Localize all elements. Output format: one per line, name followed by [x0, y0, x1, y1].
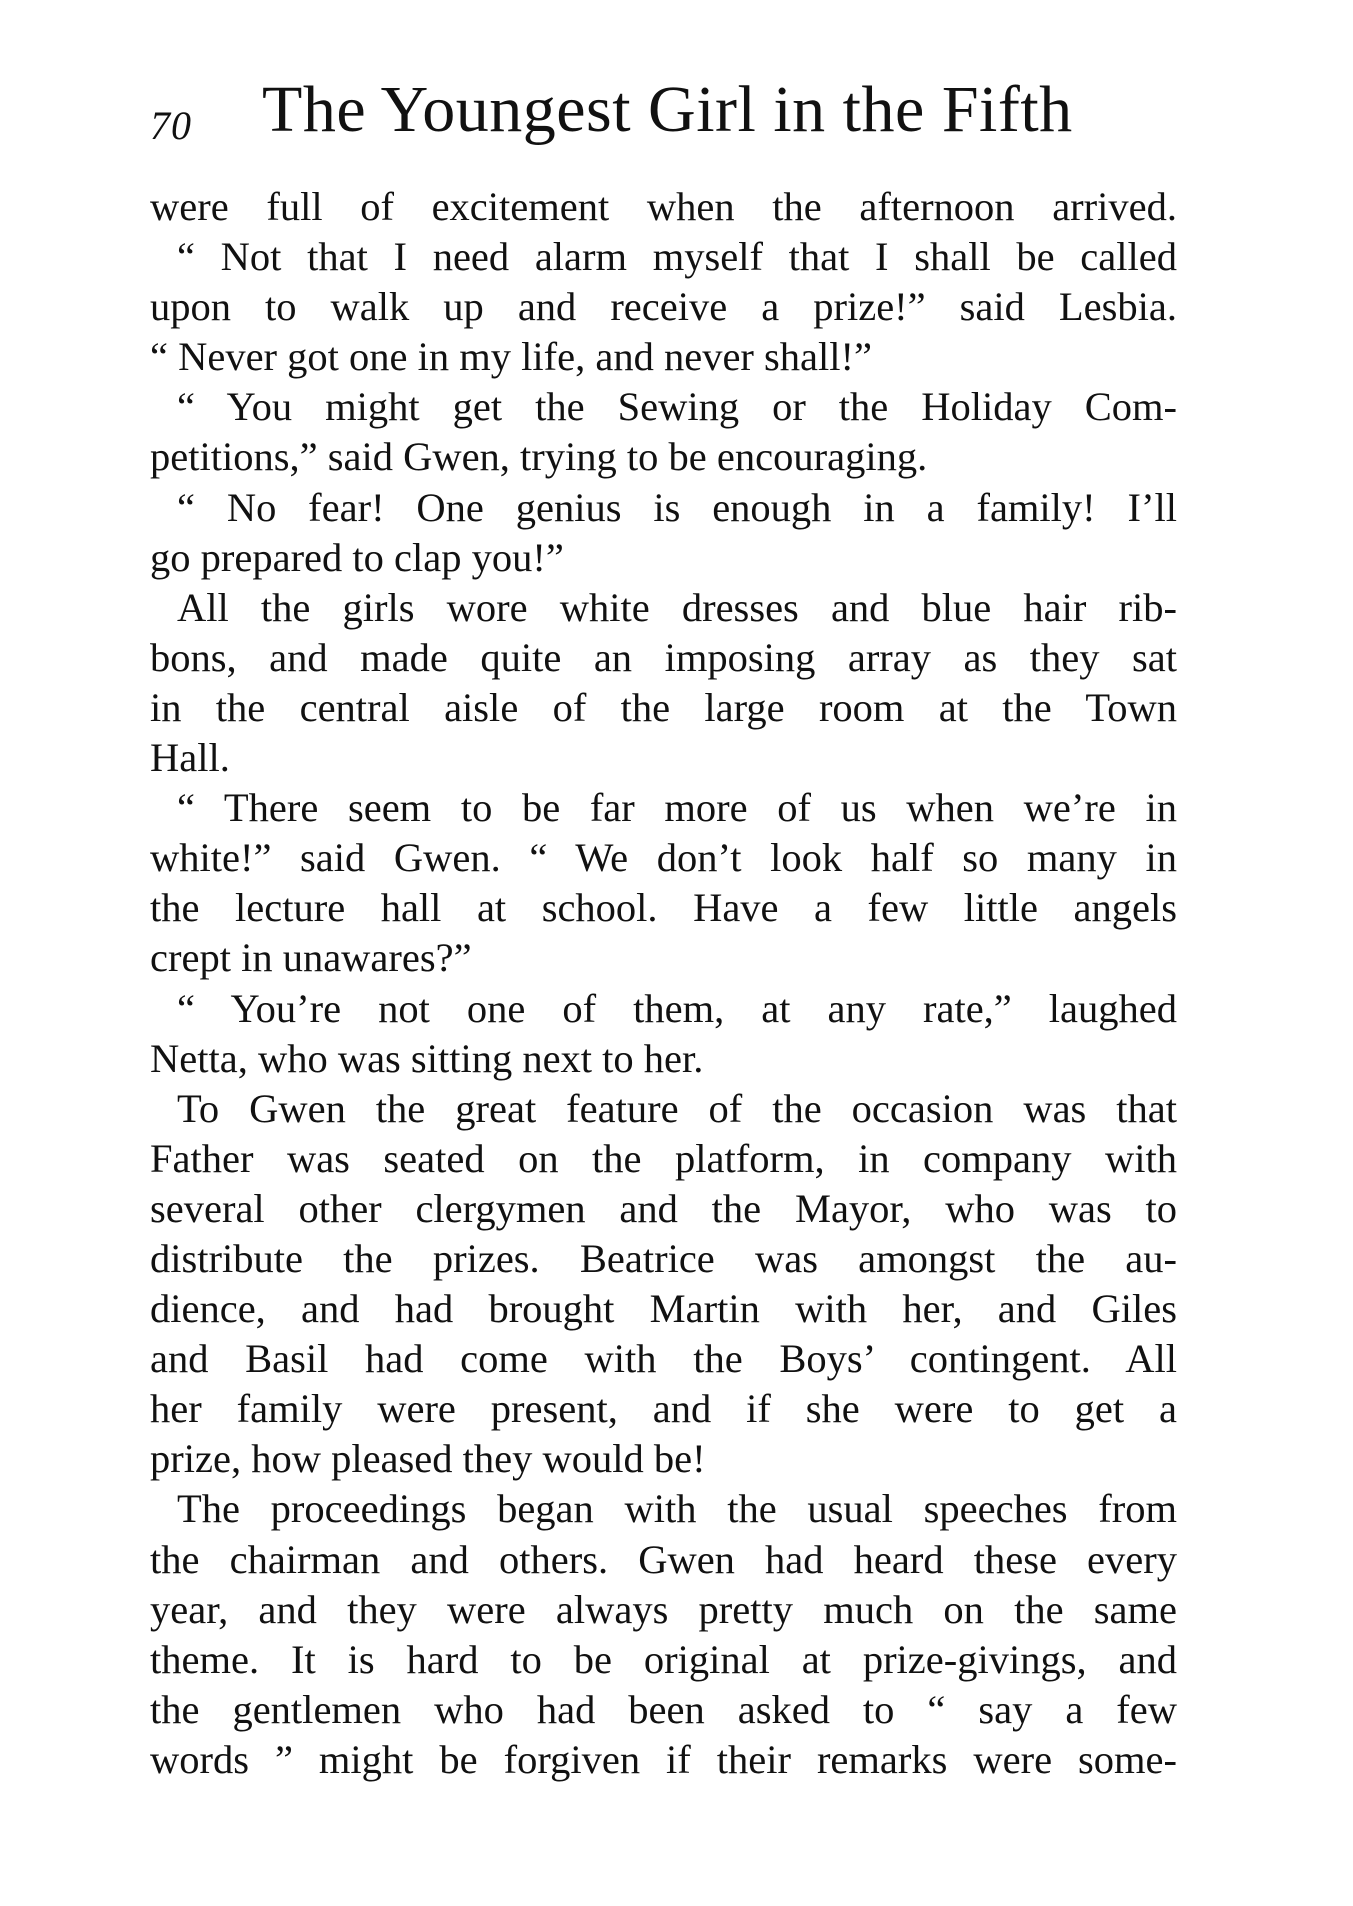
text-line: “ No fear! One genius is enough in a family! I’ll — [177, 484, 1177, 530]
text-line: words ” might be forgiven if their remarks were some- — [150, 1736, 1177, 1782]
text-line: petitions,” said Gwen, trying to be encouraging. — [150, 434, 928, 480]
text-line: upon to walk up and receive a prize!” said Lesbia. — [150, 284, 1177, 330]
text-line: Father was seated on the platform, in company with — [150, 1135, 1177, 1181]
text-line: The proceedings began with the usual speeches from — [177, 1486, 1177, 1532]
page-number: 70 — [150, 103, 192, 148]
text-line: crept in unawares?” — [150, 935, 472, 981]
text-line: the lecture hall at school. Have a few little angels — [150, 885, 1177, 931]
text-line: go prepared to clap you!” — [150, 534, 564, 580]
running-title: The Youngest Girl in the Fifth — [262, 73, 1073, 146]
text-line: the gentlemen who had been asked to “ say a few — [150, 1686, 1177, 1732]
text-line: “ There seem to be far more of us when we’re in — [177, 785, 1177, 831]
text-line: “ Never got one in my life, and never shall!” — [150, 334, 872, 380]
text-line: To Gwen the great feature of the occasion was that — [177, 1085, 1177, 1131]
text-line: dience, and had brought Martin with her, and Giles — [150, 1286, 1177, 1332]
text-line: Netta, who was sitting next to her. — [150, 1035, 704, 1081]
page-header — [150, 72, 1190, 162]
text-line: the chairman and others. Gwen had heard these every — [150, 1536, 1177, 1582]
text-line: “ You’re not one of them, at any rate,” laughed — [177, 985, 1177, 1031]
text-line: her family were present, and if she were to get a — [150, 1386, 1177, 1432]
text-line: prize, how pleased they would be! — [150, 1436, 706, 1482]
text-line: white!” said Gwen. “ We don’t look half so many in — [150, 835, 1177, 881]
text-line: theme. It is hard to be original at prize-givings, and — [150, 1636, 1177, 1682]
text-line: bons, and made quite an imposing array as they sat — [150, 634, 1177, 680]
body-text — [150, 182, 1177, 1785]
text-line: in the central aisle of the large room at the Town — [150, 684, 1177, 730]
text-line: and Basil had come with the Boys’ contingent. All — [150, 1336, 1177, 1382]
text-line: “ Not that I need alarm myself that I shall be called — [177, 234, 1177, 280]
text-line: year, and they were always pretty much on the same — [150, 1586, 1177, 1632]
text-line: All the girls wore white dresses and blue hair rib- — [177, 584, 1177, 630]
text-line: distribute the prizes. Beatrice was amongst the au- — [150, 1235, 1177, 1281]
text-line: were full of excitement when the afternoon arrived. — [150, 184, 1177, 229]
text-line: Hall. — [150, 735, 230, 781]
text-line: several other clergymen and the Mayor, who was to — [150, 1185, 1177, 1231]
text-line: “ You might get the Sewing or the Holiday Com- — [177, 384, 1177, 430]
